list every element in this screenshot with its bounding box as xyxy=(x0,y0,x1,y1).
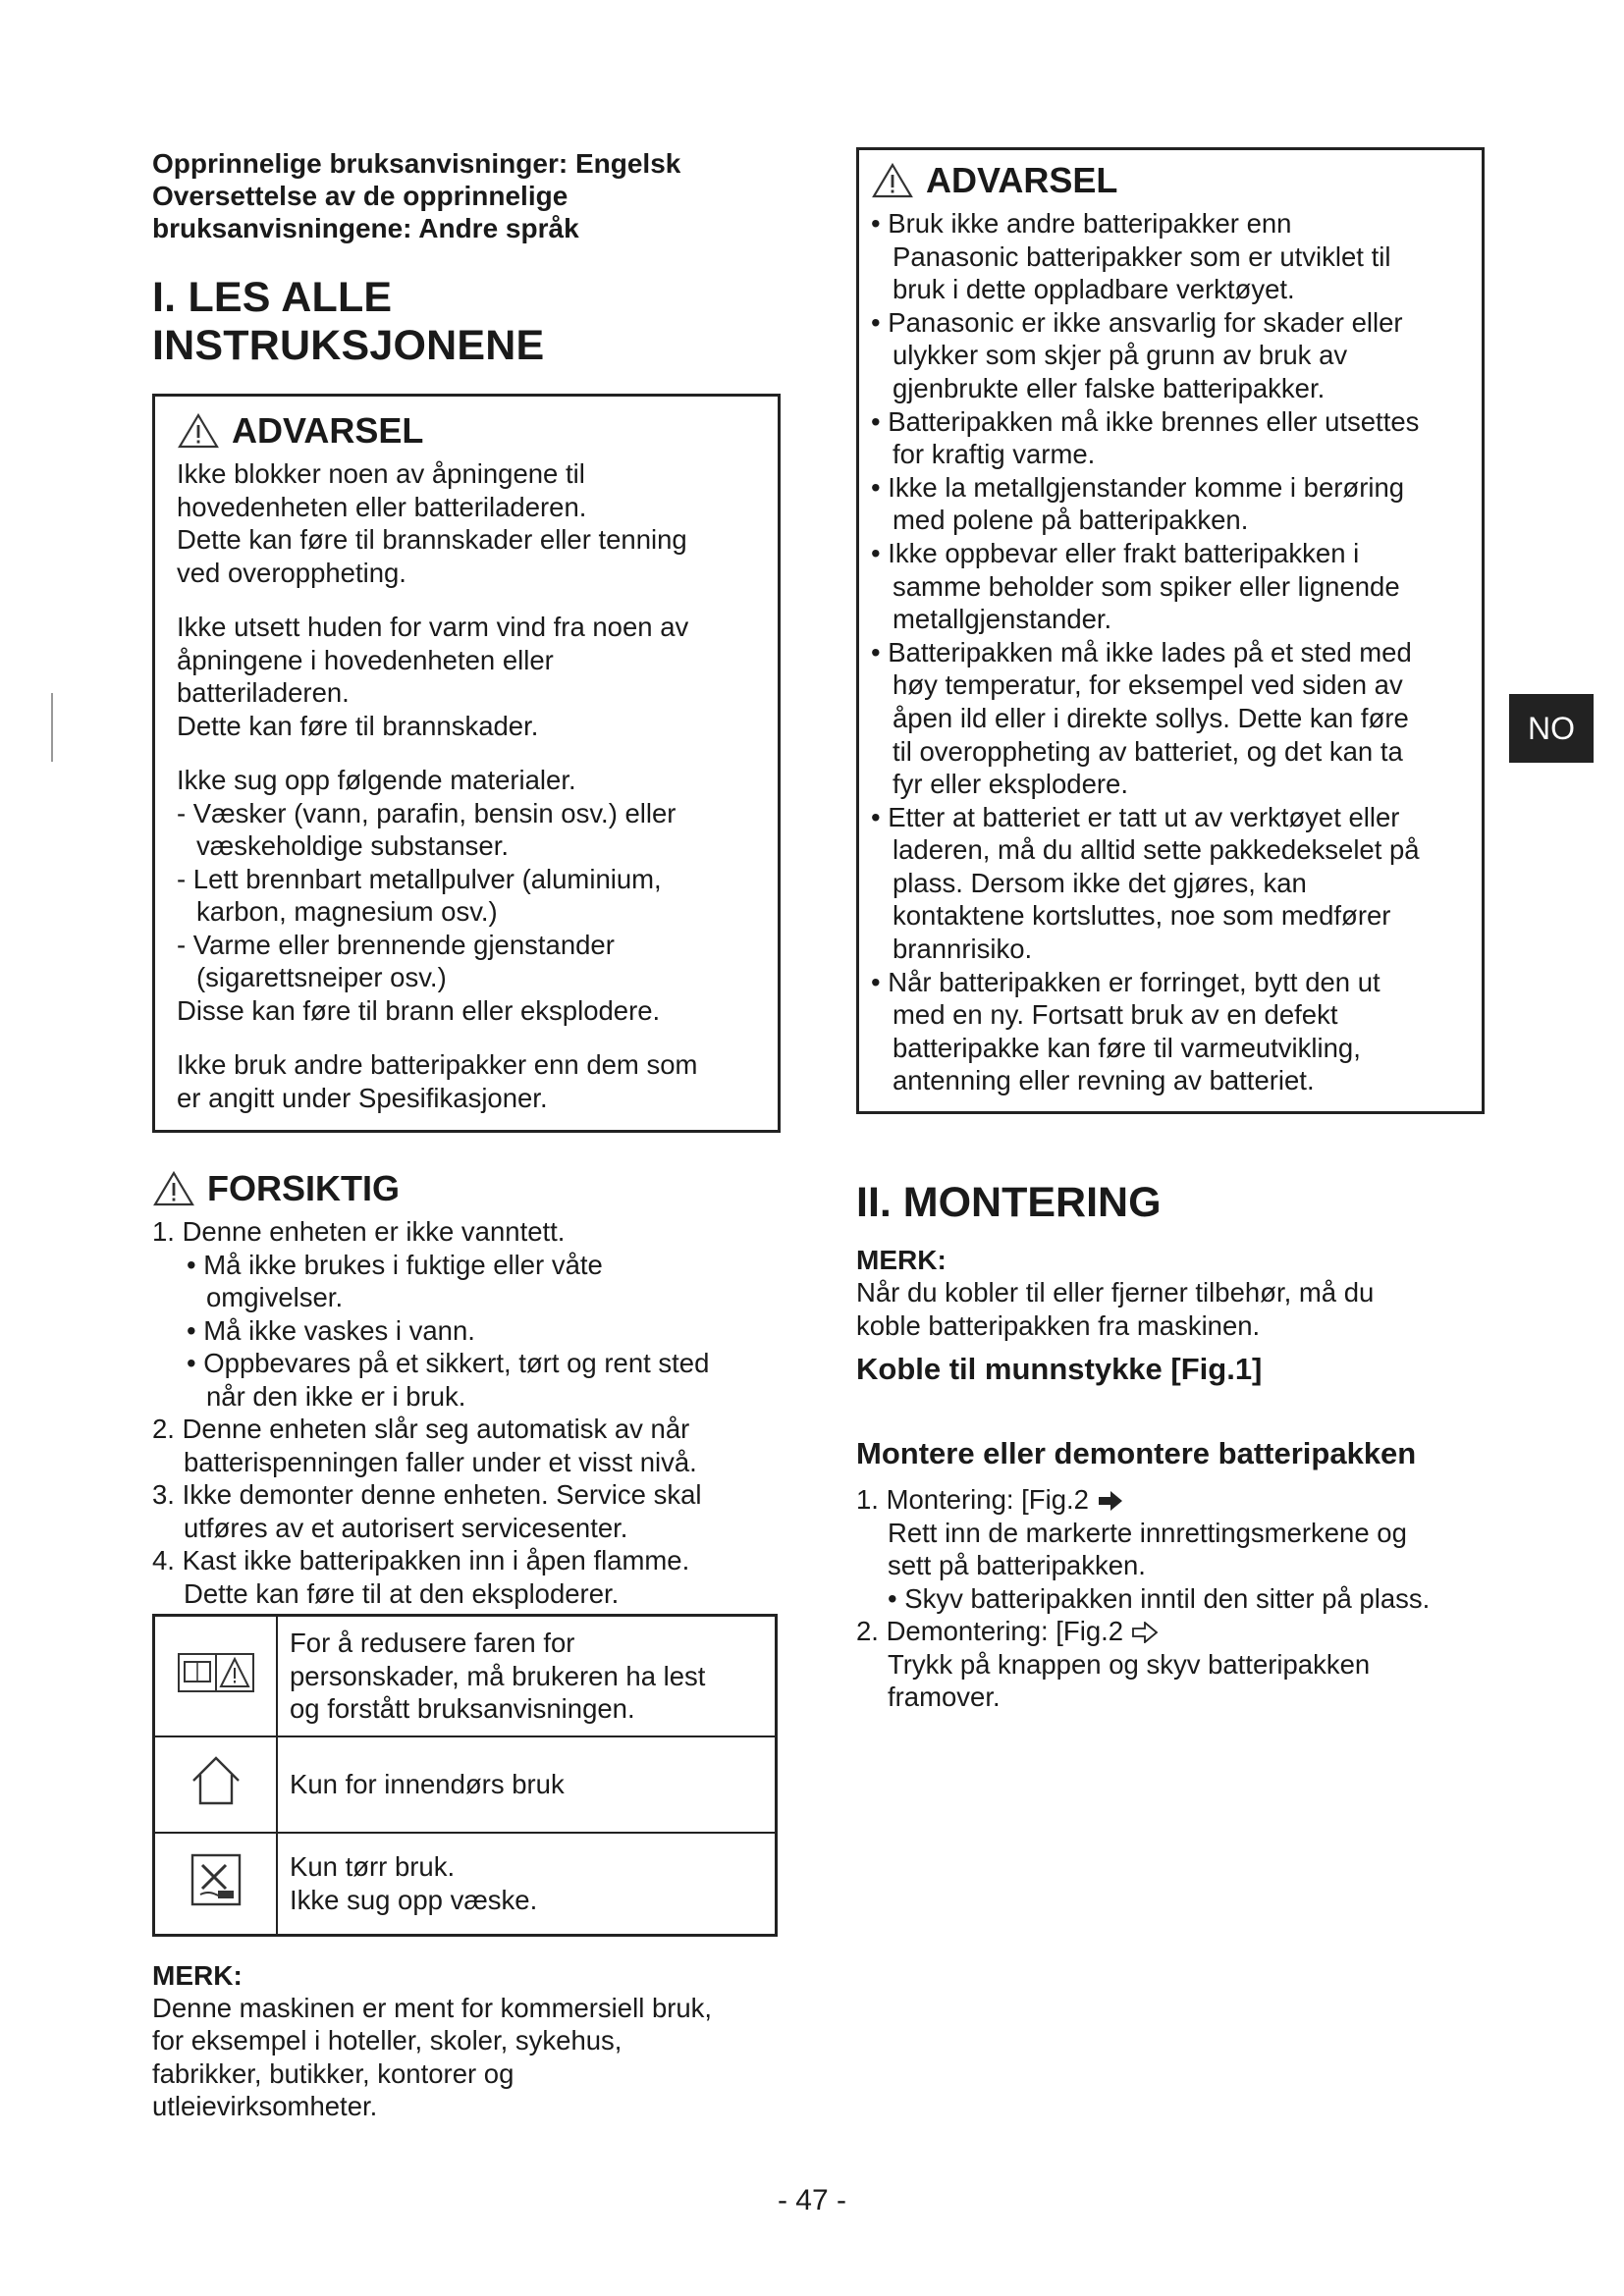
text-line: • Batteripakken må ikke lades på et sted med xyxy=(871,636,1412,667)
text-line: batterispenningen faller under et visst nivå. xyxy=(184,1446,697,1477)
warning-box-right xyxy=(856,147,1485,1114)
text-line: 3. Ikke demonter denne enheten. Service skal xyxy=(152,1479,702,1510)
caution-section xyxy=(152,1168,781,1610)
origin-note xyxy=(152,147,781,244)
language-badge: NO xyxy=(1509,694,1594,763)
warning-paragraph xyxy=(177,764,756,1027)
symbol-text xyxy=(277,1833,777,1936)
warning-paragraph xyxy=(177,457,756,589)
list-item: 1. Denne enheten er ikke vanntett. xyxy=(152,1216,566,1247)
list-item xyxy=(856,1483,1485,1517)
text-line: For å redusere faren for xyxy=(290,1628,575,1658)
icon-cell xyxy=(154,1616,278,1736)
text-line: fyr eller eksplodere. xyxy=(893,769,1128,800)
table-row xyxy=(154,1736,777,1833)
warning-heading xyxy=(177,410,756,452)
subheading-nozzle: Koble til munnstykke [Fig.1] xyxy=(856,1352,1263,1387)
caution-heading xyxy=(152,1168,781,1209)
text-line: Ikke blokker noen av åpningene til xyxy=(177,458,585,489)
warning-triangle-icon xyxy=(152,1170,195,1207)
table-row xyxy=(154,1616,777,1736)
section2-title: II. MONTERING xyxy=(856,1179,1162,1227)
step-label: 2. Demontering: [Fig.2 xyxy=(856,1616,1124,1647)
text-line: • Må ikke brukes i fuktige eller våte xyxy=(187,1249,603,1280)
origin-line: bruksanvisningene: Andre språk xyxy=(152,213,579,243)
left-column xyxy=(152,147,781,2123)
text-line: Kun tørr bruk. xyxy=(290,1851,456,1882)
text-line: • Ikke oppbevar eller frakt batteripakken i xyxy=(871,537,1360,568)
text-line: • Bruk ikke andre batteripakker enn xyxy=(871,208,1292,239)
bullet-item xyxy=(871,801,1468,966)
caution-list xyxy=(152,1215,781,1610)
icon-cell xyxy=(154,1736,278,1833)
dash-item xyxy=(177,863,756,929)
bullet-item xyxy=(871,636,1468,801)
text-line: Dette kan føre til brannskader eller tenning xyxy=(177,524,687,555)
steps-list xyxy=(856,1483,1485,1714)
text-line: med en ny. Fortsatt bruk av en defekt xyxy=(893,999,1338,1031)
text-line: er angitt under Spesifikasjoner. xyxy=(177,1082,548,1113)
symbol-text xyxy=(277,1616,777,1736)
text-line: Dette kan føre til brannskader. xyxy=(177,710,539,741)
text-line: - Varme eller brennende gjenstander xyxy=(177,929,615,960)
bullet-item xyxy=(871,306,1468,405)
text-line: laderen, må du alltid sette pakkedekselet på xyxy=(893,834,1420,866)
list-item xyxy=(856,1615,1485,1648)
warning-heading xyxy=(871,160,1468,201)
text-line: utleievirksomheter. xyxy=(152,2091,378,2121)
text-line: antenning eller revning av batteriet. xyxy=(893,1065,1315,1096)
text-line: fabrikker, butikker, kontorer og xyxy=(152,2057,514,2089)
bullet-item xyxy=(871,207,1468,306)
arrow-outline-icon xyxy=(1131,1622,1159,1643)
warning-triangle-icon xyxy=(871,162,914,199)
text-line: Når du kobler til eller fjerner tilbehør, må du xyxy=(856,1277,1375,1308)
caution-title: FORSIKTIG xyxy=(207,1168,400,1208)
house-icon xyxy=(189,1753,243,1808)
text-line: høy temperatur, for eksempel ved siden av xyxy=(893,669,1403,701)
text-line: batteriladeren. xyxy=(177,677,350,708)
text-line: brannrisiko. xyxy=(893,934,1033,965)
note-title: MERK: xyxy=(856,1245,947,1276)
text-line: Ikke sug opp følgende materialer. xyxy=(177,765,576,795)
list-item xyxy=(152,1413,781,1478)
text-line: (sigarettsneiper osv.) xyxy=(196,962,447,992)
text-line: personskader, må brukeren ha lest xyxy=(290,1660,706,1691)
text-line: Ikke bruk andre batteripakker enn dem som xyxy=(177,1049,698,1080)
text-line: omgivelser. xyxy=(206,1282,344,1312)
text-line: når den ikke er i bruk. xyxy=(206,1380,466,1412)
text-line: • Ikke la metallgjenstander komme i berøring xyxy=(871,471,1405,503)
text-line: Trykk på knappen og skyv batteripakken xyxy=(888,1648,1371,1680)
text-line: væskeholdige substanser. xyxy=(196,830,509,861)
text-line: kontaktene kortsluttes, noe som medfører xyxy=(893,900,1391,932)
arrow-solid-icon xyxy=(1097,1490,1124,1512)
text-line: metallgjenstander. xyxy=(893,604,1112,635)
page-number: - 47 - xyxy=(777,2184,847,2216)
list-item xyxy=(152,1478,781,1544)
origin-line: Oversettelse av de opprinnelige xyxy=(152,181,568,211)
text-line: med polene på batteripakken. xyxy=(893,505,1249,536)
text-line: • Når batteripakken er forringet, bytt den ut xyxy=(871,966,1380,997)
text-line: Rett inn de markerte innrettingsmerkene og xyxy=(888,1517,1407,1548)
text-line: for eksempel i hoteller, skoler, sykehus, xyxy=(152,2025,623,2056)
text-line: Denne maskinen er ment for kommersiell bruk, xyxy=(152,1992,713,2023)
text-line: • Panasonic er ikke ansvarlig for skader eller xyxy=(871,306,1403,338)
text-line: til overoppheting av batteriet, og det kan ta xyxy=(893,735,1403,767)
text-line: for kraftig varme. xyxy=(893,439,1096,470)
text-line: bruk i dette oppladbare verktøyet. xyxy=(893,274,1295,305)
text-line: plass. Dersom ikke det gjøres, kan xyxy=(893,867,1307,898)
origin-line: Opprinnelige bruksanvisninger: Engelsk xyxy=(152,148,681,179)
note-text xyxy=(856,1276,1485,1342)
text-line: • Oppbevares på et sikkert, tørt og rent sted xyxy=(187,1348,710,1378)
list-item xyxy=(152,1544,781,1610)
symbol-text xyxy=(277,1736,777,1833)
sub-item xyxy=(152,1314,781,1348)
right-column xyxy=(856,147,1485,1714)
warning-box-left xyxy=(152,394,781,1133)
text-line: • Batteripakken må ikke brennes eller utsettes xyxy=(871,405,1420,437)
text-line: utføres av et autorisert servicesenter. xyxy=(184,1512,628,1543)
text-line: 4. Kast ikke batteripakken inn i åpen flamme. xyxy=(152,1545,690,1575)
warning-paragraph xyxy=(177,1048,756,1114)
text-line: hovedenheten eller batteriladeren. xyxy=(177,491,587,522)
text-line: ulykker som skjer på grunn av bruk av xyxy=(893,340,1348,371)
text-line: koble batteripakken fra maskinen. xyxy=(856,1309,1261,1341)
bullet-item xyxy=(871,471,1468,537)
warning-triangle-icon xyxy=(177,412,220,450)
text-line: åpen ild eller i direkte sollys. Dette kan føre xyxy=(893,702,1409,733)
text-line: Panasonic batteripakker som er utviklet til xyxy=(893,240,1391,272)
text-line: • Må ikke vaskes i vann. xyxy=(187,1314,475,1346)
manual-warning-icon xyxy=(177,1650,255,1695)
text-line: og forstått bruksanvisningen. xyxy=(290,1693,635,1724)
text-line: - Væsker (vann, parafin, bensin osv.) eller xyxy=(177,797,677,828)
text-line: ved overoppheting. xyxy=(177,557,406,588)
text-line: karbon, magnesium osv.) xyxy=(196,896,498,927)
text-line: åpningene i hovedenheten eller xyxy=(177,644,554,675)
text-line: batteripakke kan føre til varmeutvikling, xyxy=(893,1032,1361,1063)
dash-item xyxy=(177,797,756,863)
text-line: framover. xyxy=(888,1682,1001,1713)
text-line: Kun for innendørs bruk xyxy=(290,1768,565,1799)
bullet-item xyxy=(871,405,1468,471)
bullet-item xyxy=(871,966,1468,1097)
dash-item xyxy=(177,929,756,994)
table-row xyxy=(154,1833,777,1936)
warning-title: ADVARSEL xyxy=(232,410,424,451)
sub-item xyxy=(152,1347,781,1413)
text-line: • Skyv batteripakken inntil den sitter på plass. xyxy=(888,1582,1431,1614)
text-line: Dette kan føre til at den eksploderer. xyxy=(184,1577,620,1609)
bullet-item xyxy=(871,537,1468,636)
text-line: gjenbrukte eller falske batteripakker. xyxy=(893,372,1326,403)
subheading-battery: Montere eller demontere batteripakken xyxy=(856,1436,1417,1471)
text-line: 2. Denne enheten slår seg automatisk av når xyxy=(152,1414,690,1444)
symbol-table xyxy=(152,1614,778,1937)
sub-item xyxy=(152,1249,781,1314)
text-line: - Lett brennbart metallpulver (aluminium, xyxy=(177,863,662,894)
text-line: Ikke utsett huden for varm vind fra noen av xyxy=(177,612,689,642)
step-label: 1. Montering: [Fig.2 xyxy=(856,1484,1089,1516)
page-edge-mark xyxy=(51,693,53,762)
text-line: • Etter at batteriet er tatt ut av verktøyet eller xyxy=(871,801,1400,832)
no-liquid-icon xyxy=(189,1851,244,1908)
text-line: samme beholder som spiker eller lignende xyxy=(893,570,1400,602)
text-line: Disse kan føre til brann eller eksplodere. xyxy=(177,994,661,1026)
text-line: sett på batteripakken. xyxy=(888,1550,1146,1581)
text-line: Ikke sug opp væske. xyxy=(290,1884,538,1915)
note-text xyxy=(152,1992,781,2123)
note-title: MERK: xyxy=(152,1959,243,1991)
warning-title: ADVARSEL xyxy=(926,160,1118,200)
section1-title: I. LES ALLE INSTRUKSJONENE xyxy=(152,274,545,369)
icon-cell xyxy=(154,1833,278,1936)
warning-paragraph xyxy=(177,611,756,742)
